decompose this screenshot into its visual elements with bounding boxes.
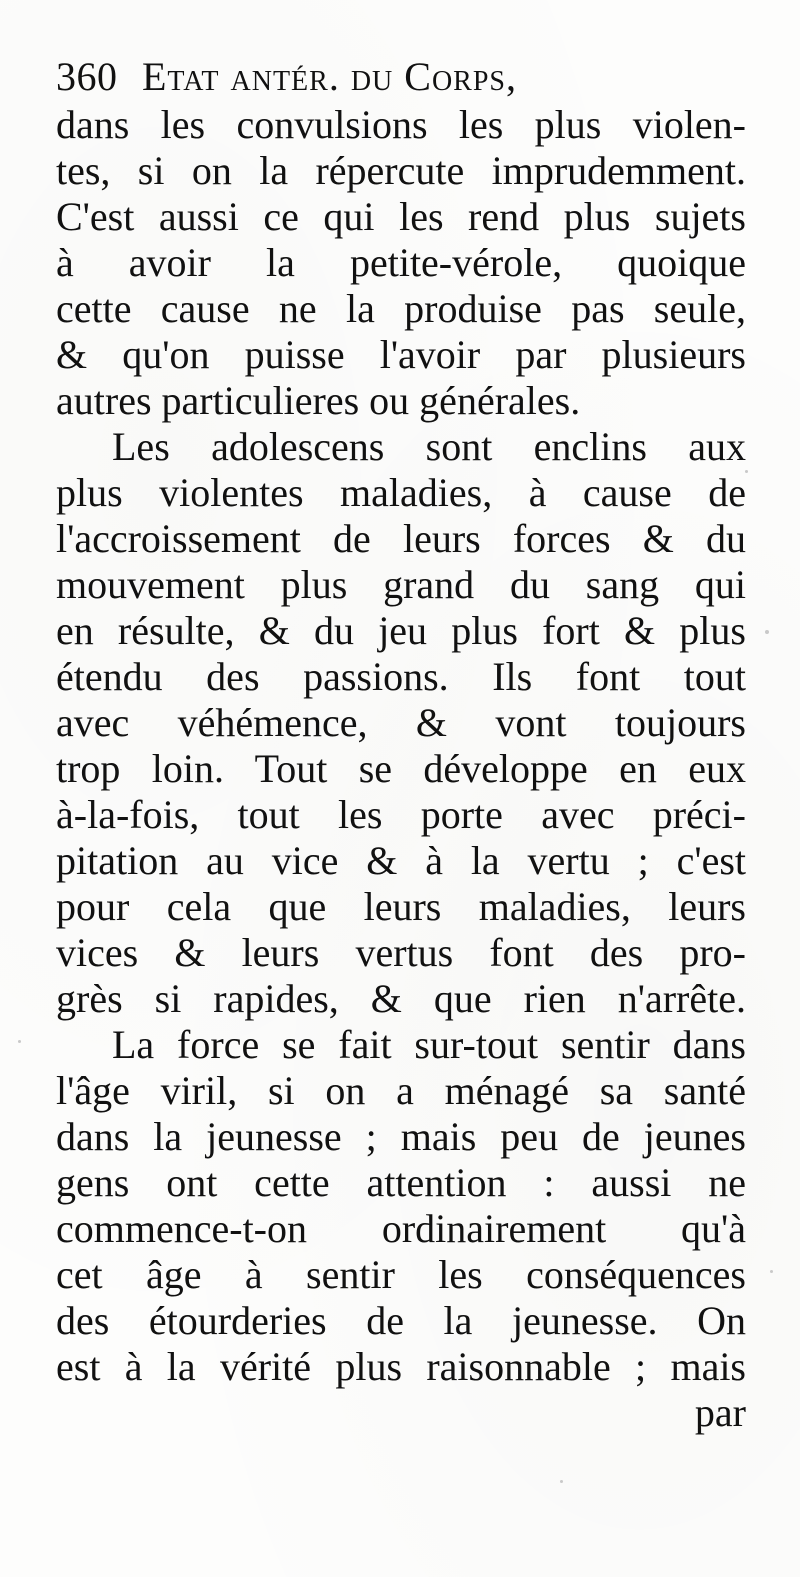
text-line: pour cela que leurs maladies, leurs <box>56 884 746 929</box>
text-line: cette cause ne la produise pas seule, <box>56 286 746 331</box>
paper-speck <box>765 630 769 634</box>
text-line: des étourderies de la jeunesse. On <box>56 1298 746 1343</box>
text-line: commence-t-on ordinairement qu'à <box>56 1206 746 1251</box>
text-line: & qu'on puisse l'avoir par plusieurs <box>56 332 746 377</box>
text-line: trop loin. Tout se développe en eux <box>56 746 746 791</box>
page-number: 360 <box>56 54 118 99</box>
text-line: tes, si on la répercute imprudemment. <box>56 148 746 193</box>
page-header <box>56 52 746 102</box>
paper-speck <box>18 1040 21 1043</box>
catchword: par <box>694 1390 746 1435</box>
paper-speck <box>560 1480 563 1483</box>
text-line: avec véhémence, & vont toujours <box>56 700 746 745</box>
text-line: vices & leurs vertus font des pro- <box>56 930 746 975</box>
body-text <box>56 102 746 1436</box>
paper-speck <box>770 1270 773 1273</box>
running-title: Etat antér. du Corps, <box>142 54 518 99</box>
text-line: en résulte, & du jeu plus fort & plus <box>56 608 746 653</box>
text-line: gens ont cette attention : aussi ne <box>56 1160 746 1205</box>
text-line: à avoir la petite-vérole, quoique <box>56 240 746 285</box>
text-line: pitation au vice & à la vertu ; c'est <box>56 838 746 883</box>
text-line: l'âge viril, si on a ménagé sa santé <box>56 1068 746 1113</box>
text-line: cet âge à sentir les conséquences <box>56 1252 746 1297</box>
paragraph-end-line: grès si rapides, & que rien n'arrête. <box>56 976 746 1021</box>
text-line: l'accroissement de leurs forces & du <box>56 516 746 561</box>
text-line: C'est aussi ce qui les rend plus sujets <box>56 194 746 239</box>
text-line: à-la-fois, tout les porte avec préci- <box>56 792 746 837</box>
paragraph-start-line: Les adolescens sont enclins aux <box>112 424 746 469</box>
text-line: dans les convulsions les plus violen- <box>56 102 746 147</box>
text-line: dans la jeunesse ; mais peu de jeunes <box>56 1114 746 1159</box>
paragraph-start-line: La force se fait sur-tout sentir dans <box>112 1022 746 1067</box>
text-line: mouvement plus grand du sang qui <box>56 562 746 607</box>
paragraph-end-line: autres particulieres ou générales. <box>56 378 581 423</box>
text-line: est à la vérité plus raisonnable ; mais <box>56 1344 746 1389</box>
text-line: plus violentes maladies, à cause de <box>56 470 746 515</box>
text-line: étendu des passions. Ils font tout <box>56 654 746 699</box>
